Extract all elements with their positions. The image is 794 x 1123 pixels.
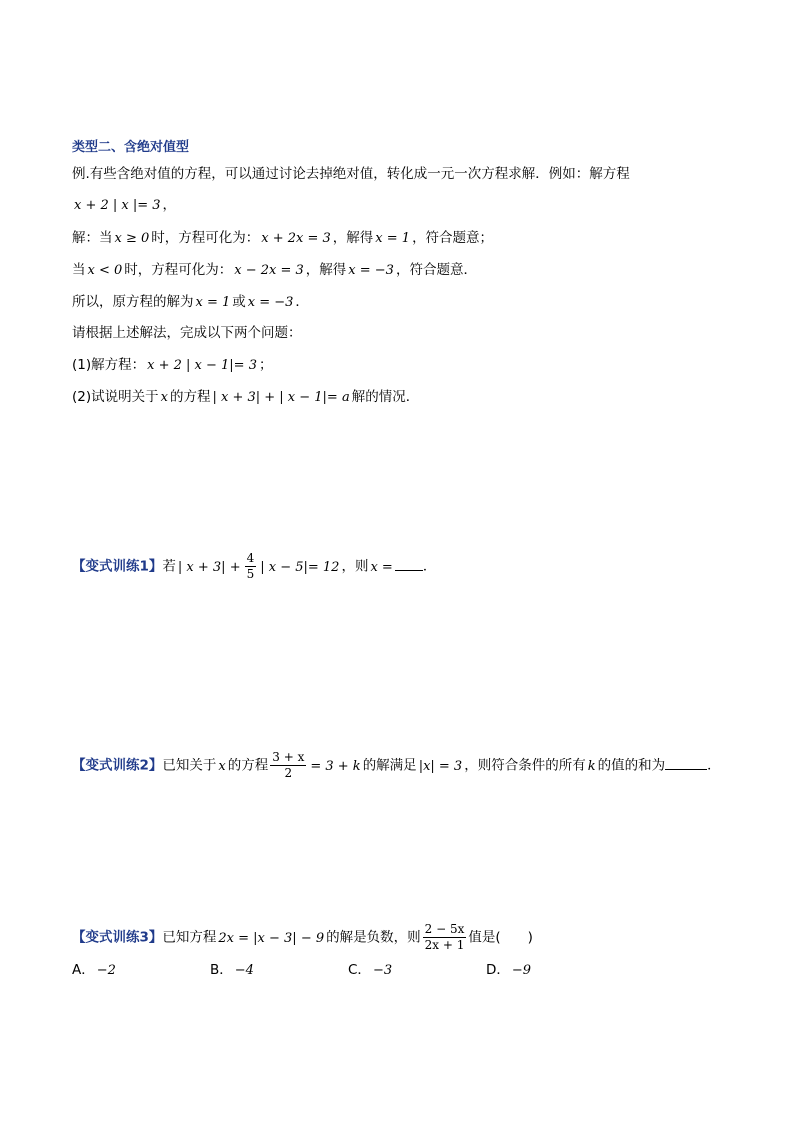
sol2-condition: x < 0 <box>87 263 123 278</box>
training-2-answer-blank[interactable] <box>665 757 707 770</box>
sol1-text-c: ，解得 <box>332 230 374 246</box>
training-2-eq-rhs: = 3 + k <box>310 758 361 774</box>
sol2-text-b: 时，方程可化为： <box>124 262 233 278</box>
q2-text-c: 解的情况． <box>351 389 420 405</box>
sol2-text-a: 当 <box>72 262 86 278</box>
sol2-equation: x − 2x = 3 <box>234 263 304 278</box>
training-2-text-b: 的方程 <box>227 757 269 774</box>
training-3-equation: 2x = |x − 3| − 9 <box>218 930 325 946</box>
q1-end: ； <box>258 357 273 373</box>
training-3-tag: 【变式训练3】 <box>72 929 163 946</box>
option-a[interactable] <box>72 958 118 978</box>
sol2-result: x = −3 <box>348 263 394 278</box>
training-3-frac-num: 2 − 5x <box>424 922 465 936</box>
example-intro: 例.有些含绝对值的方程，可以通过讨论去掉绝对值，转化成一元一次方程求解．例如：解方程 <box>72 166 630 182</box>
training-2-var-k: k <box>587 758 596 774</box>
training-2-text-e: 的值的和为 <box>597 757 666 774</box>
training-1-eq-c: x = <box>370 559 393 575</box>
sol1-result: x = 1 <box>375 231 411 246</box>
option-b-label: B． <box>210 962 233 978</box>
option-a-value: −2 <box>96 963 116 978</box>
training-1-frac-den: 5 <box>246 567 255 581</box>
sol1-text-a: 解：当 <box>72 230 113 246</box>
training-1-eq-a: | x + 3| + <box>177 559 241 575</box>
q2-text-b: 的方程 <box>169 389 211 405</box>
option-d-label: D． <box>486 962 510 978</box>
question-1 <box>72 355 272 376</box>
training-2 <box>72 750 721 781</box>
q2-variable: x <box>160 390 168 405</box>
training-2-text-a: 已知关于 <box>162 757 217 774</box>
training-3-text-b: 的解是负数，则 <box>326 929 421 946</box>
option-b[interactable] <box>210 958 256 978</box>
training-3 <box>72 922 533 953</box>
training-1-eq-b: | x − 5|= 12 <box>260 559 340 575</box>
sol2-text-c: ，解得 <box>305 262 347 278</box>
option-b-value: −4 <box>234 963 254 978</box>
q2-equation: | x + 3| + | x − 1|= a <box>212 390 350 405</box>
conclusion-root-2: x = −3 <box>247 295 294 310</box>
conclusion-text-c: ． <box>295 294 309 310</box>
training-2-var-x: x <box>218 758 226 774</box>
conclusion-text-b: 或 <box>232 294 246 310</box>
sol1-condition: x ≥ 0 <box>114 231 150 246</box>
conclusion-text-a: 所以，原方程的解为 <box>72 294 194 310</box>
example-equation-end: ， <box>162 197 177 213</box>
task-instruction: 请根据上述解法，完成以下两个问题： <box>72 325 302 341</box>
option-a-label: A． <box>72 962 95 978</box>
sol1-text-b: 时，方程可化为： <box>151 230 260 246</box>
training-3-fraction <box>423 922 467 953</box>
q1-equation: x + 2 | x − 1|= 3 <box>147 358 257 373</box>
training-3-frac-den: 2x + 1 <box>424 938 465 952</box>
solution-case-1 <box>72 228 493 249</box>
training-2-text-c: 的解满足 <box>362 757 417 774</box>
question-2 <box>72 387 419 408</box>
training-2-frac-den: 2 <box>284 766 293 780</box>
training-2-tag: 【变式训练2】 <box>72 757 163 774</box>
option-d-value: −9 <box>511 963 532 978</box>
example-equation-line <box>72 195 176 216</box>
solution-conclusion <box>72 292 309 313</box>
q2-text-a: (2)试说明关于 <box>72 389 159 405</box>
training-1-fraction <box>245 551 257 582</box>
sol1-text-d: ，符合题意； <box>412 230 494 246</box>
training-3-text-a: 已知方程 <box>162 929 217 946</box>
training-1-tag: 【变式训练1】 <box>72 558 163 575</box>
section-heading: 类型二、含绝对值型 <box>72 140 190 155</box>
example-equation: x + 2 | x |= 3 <box>74 198 161 213</box>
option-c-value: −3 <box>372 963 393 978</box>
sol1-equation: x + 2x = 3 <box>261 231 331 246</box>
sol2-text-d: ，符合题意． <box>395 262 477 278</box>
training-1-text-a: 若 <box>162 558 176 575</box>
training-1 <box>72 551 436 582</box>
solution-case-2 <box>72 260 477 281</box>
training-1-text-c: ． <box>422 558 437 575</box>
option-d[interactable] <box>486 958 533 978</box>
option-c[interactable] <box>348 958 394 978</box>
training-2-frac-num: 3 + x <box>272 750 305 764</box>
option-c-label: C． <box>348 962 371 978</box>
training-2-fraction <box>270 750 306 781</box>
training-1-answer-blank[interactable] <box>395 558 423 571</box>
training-1-frac-num: 4 <box>246 551 255 565</box>
conclusion-root-1: x = 1 <box>195 295 231 310</box>
training-2-abs-eq: |x| = 3 <box>418 758 463 774</box>
training-2-text-f: ． <box>707 757 721 774</box>
q1-label: (1)解方程： <box>72 357 146 373</box>
training-1-text-b: ，则 <box>341 558 369 575</box>
training-2-text-d: ，则符合条件的所有 <box>464 757 586 774</box>
training-3-text-c: 值是( ) <box>468 929 533 946</box>
